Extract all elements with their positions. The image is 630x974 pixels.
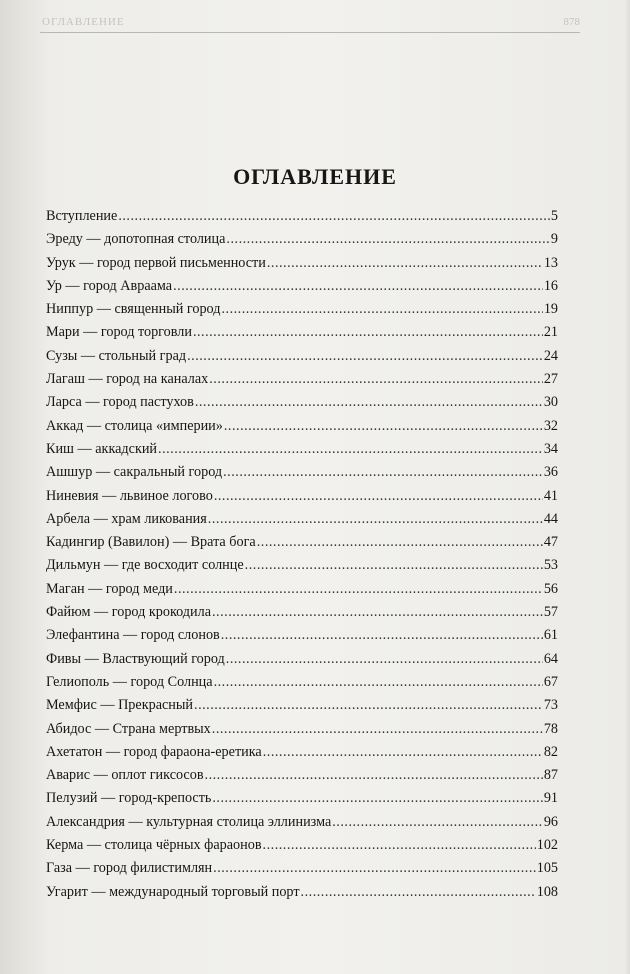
toc-entry-title: Аккад — столица «империи» <box>46 417 223 434</box>
toc-leader <box>195 391 543 414</box>
toc-entry-page: 57 <box>543 604 558 621</box>
toc-entry-title: Аварис — оплот гиксосов <box>46 767 204 784</box>
toc-entry-page: 5 <box>550 208 558 224</box>
toc-entry-title: Урук — город первой письменности <box>46 254 266 271</box>
toc-entry <box>46 321 558 344</box>
toc-entry <box>46 741 558 764</box>
toc-entry-title: Фивы — Властвующий город <box>46 650 225 667</box>
toc-leader <box>223 461 543 484</box>
toc-entry <box>46 275 558 298</box>
toc-entry <box>46 508 558 531</box>
toc-entry-page: 24 <box>543 347 558 364</box>
toc-entry-page: 105 <box>536 860 558 877</box>
toc-entry <box>46 228 558 251</box>
toc-entry <box>46 624 558 647</box>
toc-entry-title: Мемфис — Прекрасный <box>46 697 194 714</box>
toc-leader <box>214 485 543 508</box>
toc-entry-page: 96 <box>543 813 558 830</box>
toc-entry-title: Угарит — международный торговый порт <box>46 883 300 900</box>
toc-entry <box>46 368 558 391</box>
toc-leader <box>245 554 543 577</box>
toc-leader <box>221 624 543 647</box>
toc-entry-page: 64 <box>543 650 558 667</box>
toc-entry-title: Пелузий — город-крепость <box>46 790 212 807</box>
toc-entry <box>46 485 558 508</box>
toc-entry-title: Керма — столица чёрных фараонов <box>46 837 262 854</box>
toc-entry <box>46 415 558 438</box>
toc-entry-title: Гелиополь — город Солнца <box>46 673 213 690</box>
toc-entry <box>46 811 558 834</box>
toc-leader <box>194 694 543 717</box>
toc-leader <box>332 811 543 834</box>
toc-entry <box>46 787 558 810</box>
toc-leader <box>212 787 542 810</box>
toc-entry-page: 30 <box>543 394 558 411</box>
toc-leader <box>257 531 543 554</box>
toc-leader <box>213 857 536 880</box>
toc-entry-page: 47 <box>543 534 558 551</box>
toc-entry-page: 13 <box>543 254 558 271</box>
toc-entry-page: 56 <box>543 580 558 597</box>
toc-entry <box>46 694 558 717</box>
toc-entry-title: Ниппур — священный город <box>46 301 221 318</box>
toc-entry-title: Маган — город меди <box>46 580 173 597</box>
page-edge-shadow <box>624 0 630 974</box>
toc-entry <box>46 252 558 275</box>
running-header-title: ОГЛАВЛЕНИЕ <box>42 16 125 28</box>
toc-leader <box>118 205 550 228</box>
toc-entry-page: 78 <box>543 720 558 737</box>
toc-leader <box>205 764 543 787</box>
toc-leader <box>212 718 543 741</box>
toc-leader <box>193 321 543 344</box>
toc-entry-title: Кадингир (Вавилон) — Врата бога <box>46 534 256 551</box>
toc-entry <box>46 461 558 484</box>
toc-entry <box>46 671 558 694</box>
toc-entry-title: Сузы — стольный град <box>46 347 187 364</box>
toc-entry-title: Абидос — Страна мертвых <box>46 720 211 737</box>
toc-entry-title: Дильмун — где восходит солнце <box>46 557 244 574</box>
toc-leader <box>221 298 542 321</box>
toc-entry-title: Вступление <box>46 208 118 224</box>
toc-entry-page: 82 <box>543 743 558 760</box>
toc-entry-page: 91 <box>543 790 558 807</box>
toc-entry-page: 16 <box>543 277 558 294</box>
toc-leader <box>226 228 549 251</box>
toc-list <box>46 205 558 904</box>
toc-leader <box>208 508 543 531</box>
toc-entry-page: 44 <box>543 510 558 527</box>
toc-leader <box>263 741 543 764</box>
toc-leader <box>263 834 536 857</box>
toc-entry-page: 36 <box>543 464 558 481</box>
toc-entry-page: 9 <box>550 231 558 248</box>
toc-entry-title: Александрия — культурная столица эллинизма <box>46 813 332 830</box>
toc-entry-page: 61 <box>543 627 558 644</box>
toc-entry-page: 102 <box>536 837 558 854</box>
toc-entry-title: Ниневия — львиное логово <box>46 487 213 504</box>
toc-leader <box>267 252 543 275</box>
toc-entry <box>46 205 558 228</box>
toc-entry-title: Мари — город торговли <box>46 324 192 341</box>
toc-entry <box>46 531 558 554</box>
toc-entry <box>46 578 558 601</box>
toc-entry-page: 32 <box>543 417 558 434</box>
toc-leader <box>224 415 543 438</box>
toc-entry-title: Эреду — допотопная столица <box>46 231 226 248</box>
toc-entry <box>46 857 558 880</box>
toc-entry-title: Лагаш — город на каналах <box>46 371 209 388</box>
toc-entry-title: Ашшур — сакральный город <box>46 464 223 481</box>
toc-entry-title: Киш — аккадский <box>46 440 158 457</box>
toc-entry <box>46 764 558 787</box>
toc-leader <box>158 438 543 461</box>
toc-entry <box>46 345 558 368</box>
header-rule <box>40 32 580 33</box>
toc-leader <box>212 601 543 624</box>
toc-leader <box>226 648 543 671</box>
toc-leader <box>209 368 543 391</box>
toc-entry-page: 73 <box>543 697 558 714</box>
toc-entry-title: Ур — город Авраама <box>46 277 173 294</box>
toc-entry <box>46 834 558 857</box>
toc-entry <box>46 881 558 904</box>
toc-entry-page: 108 <box>536 883 558 900</box>
toc-entry-title: Файюм — город крокодила <box>46 604 211 621</box>
toc-entry-page: 34 <box>543 440 558 457</box>
toc-entry-page: 19 <box>543 301 558 318</box>
toc-entry <box>46 718 558 741</box>
toc-entry-title: Газа — город филистимлян <box>46 860 213 877</box>
toc-entry-title: Арбела — храм ликования <box>46 510 207 527</box>
toc-entry <box>46 554 558 577</box>
toc-leader <box>301 881 536 904</box>
toc-leader <box>214 671 543 694</box>
toc-entry <box>46 438 558 461</box>
toc-entry <box>46 648 558 671</box>
toc-leader <box>173 275 543 298</box>
toc-entry-page: 67 <box>543 673 558 690</box>
toc-entry <box>46 298 558 321</box>
toc-entry-page: 41 <box>543 487 558 504</box>
toc-entry-title: Ларса — город пастухов <box>46 394 194 411</box>
toc-title: ОГЛАВЛЕНИЕ <box>233 164 397 189</box>
running-header-page-number: 878 <box>563 16 580 28</box>
toc-entry-page: 27 <box>543 371 558 388</box>
toc-entry-page: 53 <box>543 557 558 574</box>
toc-leader <box>187 345 543 368</box>
toc-entry <box>46 391 558 414</box>
toc-leader <box>174 578 543 601</box>
toc-entry-page: 21 <box>543 324 558 341</box>
toc-entry <box>46 601 558 624</box>
toc-entry-page: 87 <box>543 767 558 784</box>
toc-entry-title: Ахетатон — город фараона-еретика <box>46 743 262 760</box>
toc-entry-title: Элефантина — город слонов <box>46 627 220 644</box>
